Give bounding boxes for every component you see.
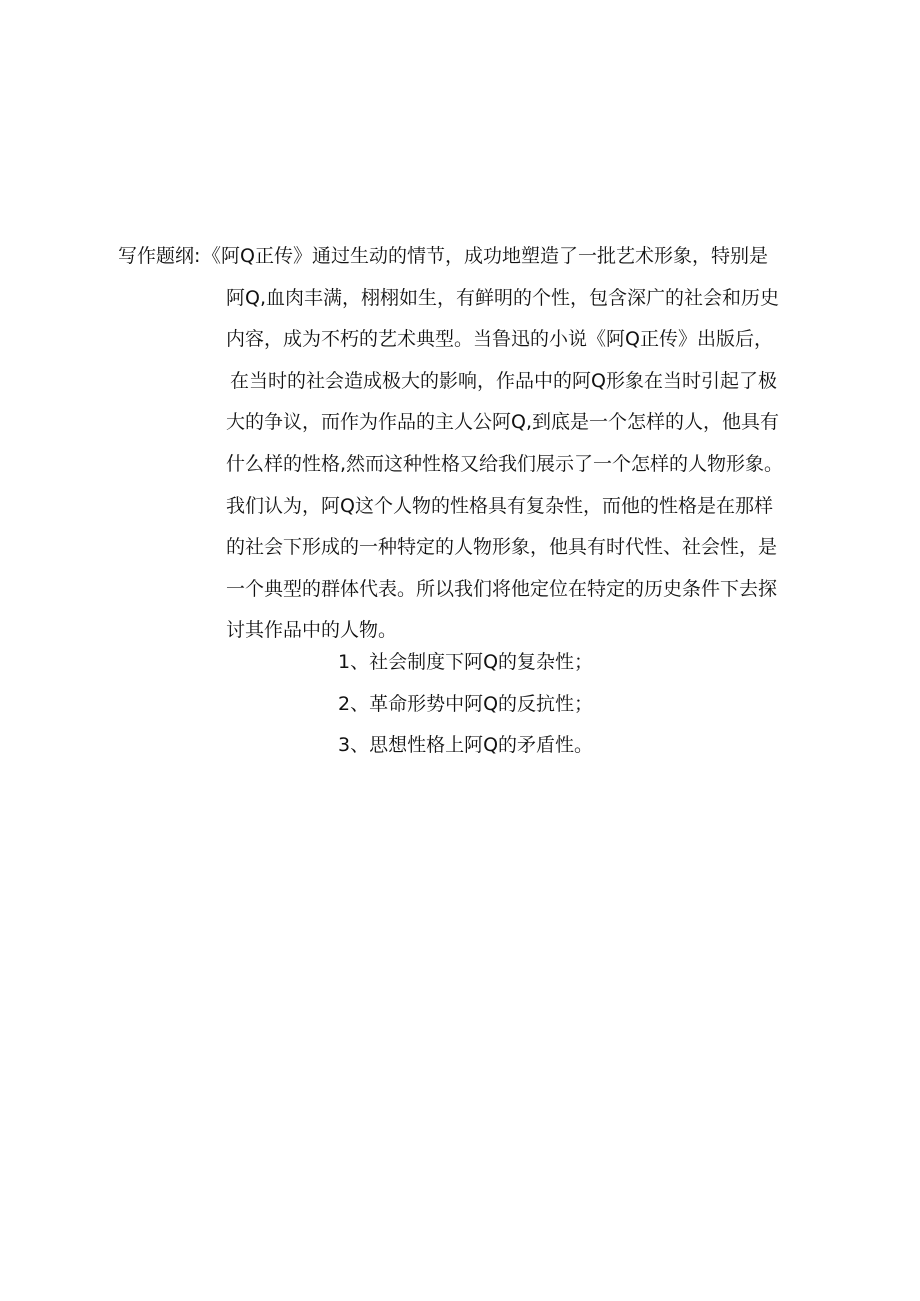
outline-line: 《阿Q正传》通过生动的情节，成功地塑造了一批艺术形象，特别是 (202, 245, 768, 267)
outline-point: 2、革命形势中阿Q的反抗性； (338, 692, 594, 715)
outline-line: 在当时的社会造成极大的影响，作品中的阿Q形象在当时引起了极 (230, 369, 777, 392)
outline-line: 我们认为，阿Q这个人物的性格具有复杂性，而他的性格是在那样 (226, 494, 773, 517)
outline-line: 的社会下形成的一种特定的人物形象，他具有时代性、社会性，是 (226, 536, 778, 559)
outline-line: 阿Q,血肉丰满，栩栩如生，有鲜明的个性，包含深广的社会和历史 (226, 286, 779, 309)
outline-line: 内容，成为不朽的艺术典型。当鲁迅的小说《阿Q正传》出版后， (226, 328, 773, 351)
outline-point: 3、思想性格上阿Q的矛盾性。 (338, 734, 594, 757)
outline-line: 大的争议，而作为作品的主人公阿Q,到底是一个怎样的人，他具有 (226, 411, 779, 434)
outline-points (338, 646, 593, 771)
outline-body (202, 240, 818, 757)
outline-point: 1、社会制度下阿Q的复杂性； (338, 651, 594, 673)
outline-line: 什么样的性格,然而这种性格又给我们展示了一个怎样的人物形象。 (226, 452, 784, 475)
outline-label: 写作题纲: (118, 245, 201, 267)
outline-line: 讨其作品中的人物。 (226, 619, 398, 642)
outline-line: 一个典型的群体代表。所以我们将他定位在特定的历史条件下去探 (226, 577, 778, 600)
